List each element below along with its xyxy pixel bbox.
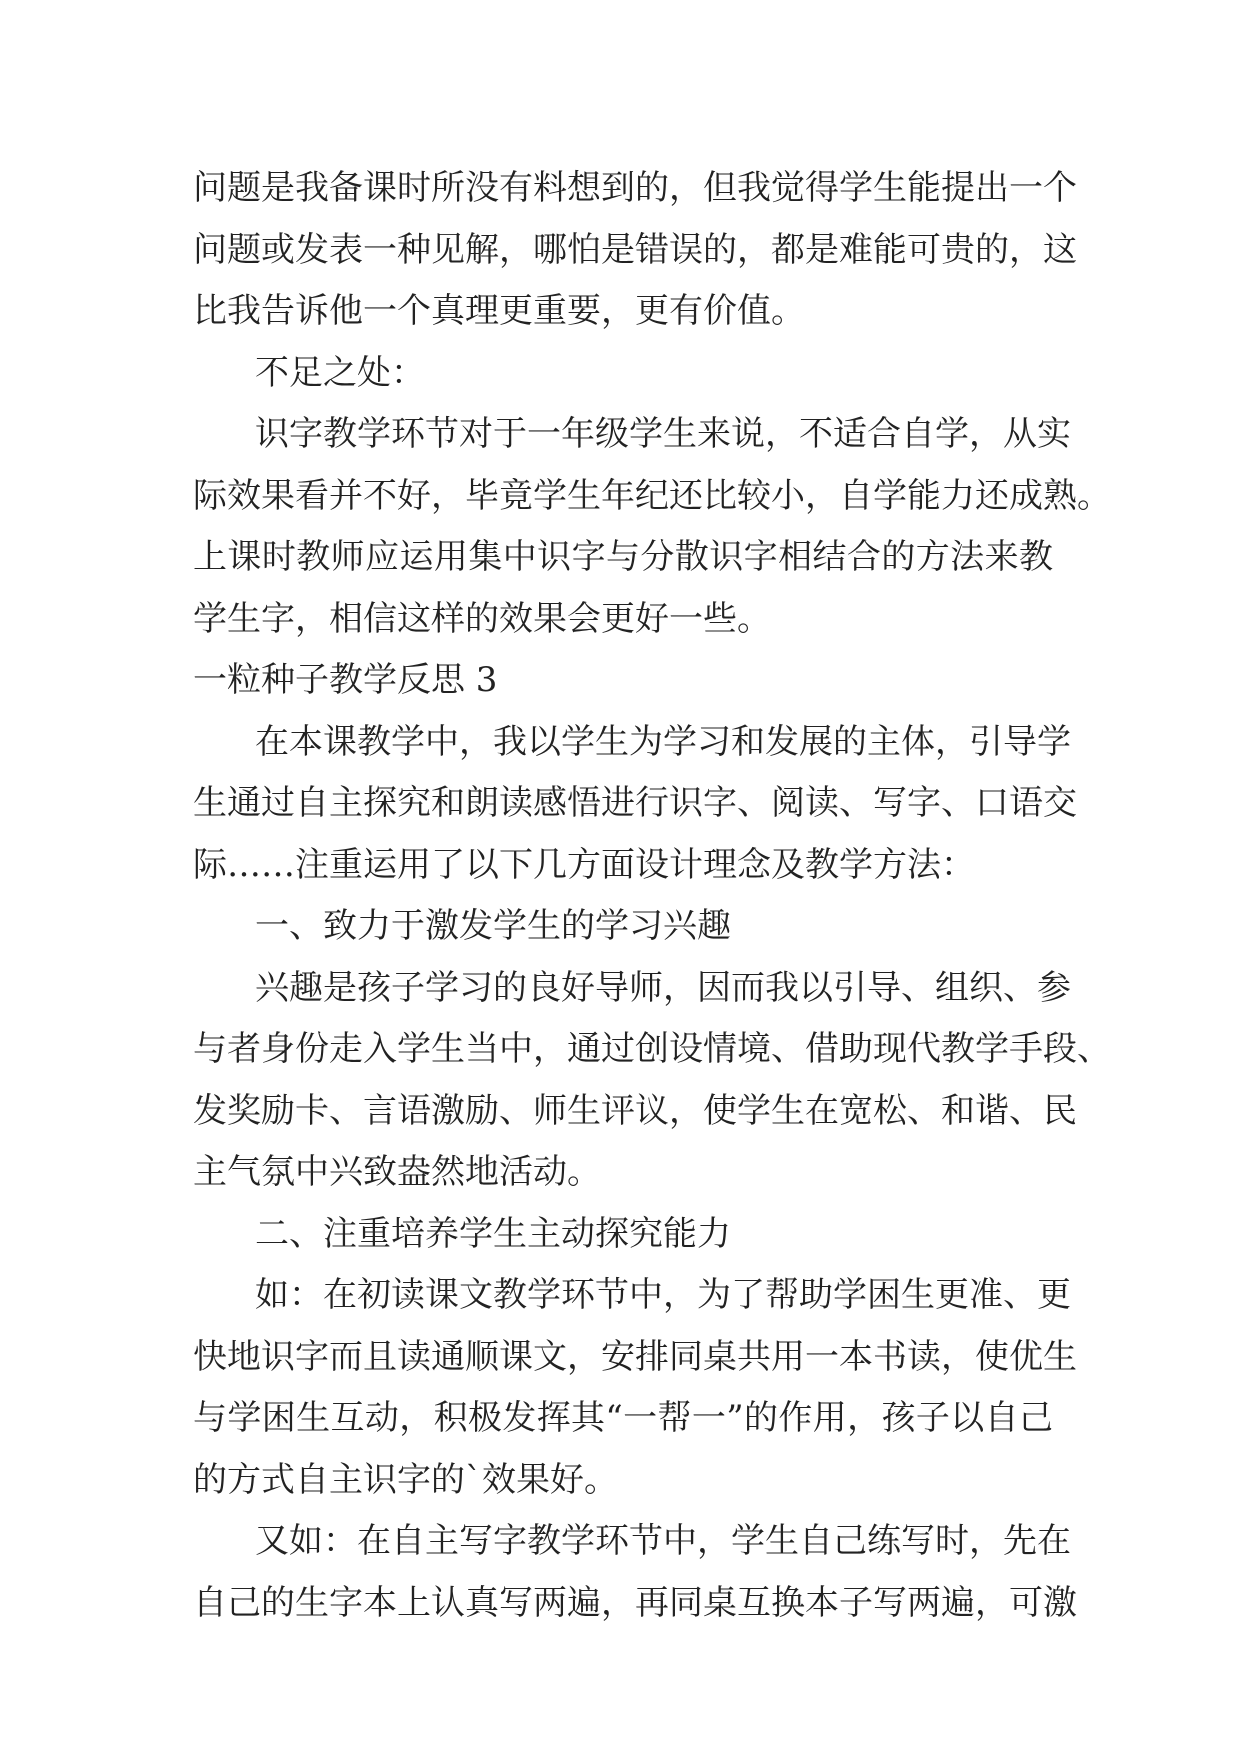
text-line: 问题是我备课时所没有料想到的，但我觉得学生能提出一个 [193, 168, 1077, 208]
subsection-heading: 一、致力于激发学生的学习兴趣 [255, 906, 731, 946]
text-line: 际……注重运用了以下几方面设计理念及教学方法： [193, 844, 975, 885]
text-line: 与学困生互动，积极发挥其“一帮一”的作用，孩子以自己 [193, 1398, 1053, 1438]
section-heading: 一粒种子教学反思 3 [193, 660, 498, 700]
text-line: 与者身份走入学生当中，通过创设情境、借助现代教学手段、 [193, 1029, 1111, 1069]
text-line: 如：在初读课文教学环节中，为了帮助学困生更准、更 [255, 1275, 1071, 1315]
text-line: 又如：在自主写字教学环节中，学生自己练写时，先在 [255, 1521, 1071, 1561]
section-label: 不足之处： [255, 352, 425, 393]
text-line: 自己的生字本上认真写两遍，再同桌互换本子写两遍，可激 [193, 1582, 1077, 1623]
text-line: 发奖励卡、言语激励、师生评议，使学生在宽松、和谐、民 [193, 1090, 1077, 1131]
text-line: 学生字，相信这样的效果会更好一些。 [193, 598, 771, 639]
text-line: 快地识字而且读通顺课文，安排同桌共用一本书读，使优生 [193, 1336, 1077, 1377]
text-line: 上课时教师应运用集中识字与分散识字相结合的方法来教 [193, 537, 1053, 577]
document-body [193, 158, 1111, 1634]
text-line: 兴趣是孩子学习的良好导师，因而我以引导、组织、参 [255, 967, 1071, 1008]
text-line: 的方式自主识字的`效果好。 [193, 1459, 618, 1500]
text-line: 在本课教学中，我以学生为学习和发展的主体，引导学 [255, 721, 1071, 762]
text-line: 际效果看并不好，毕竟学生年纪还比较小，自学能力还成熟。 [193, 475, 1111, 516]
text-line: 主气氛中兴致盎然地活动。 [193, 1152, 601, 1192]
text-line: 生通过自主探究和朗读感悟进行识字、阅读、写字、口语交 [193, 783, 1077, 823]
text-line: 比我告诉他一个真理更重要，更有价值。 [193, 291, 805, 331]
text-line: 识字教学环节对于一年级学生来说，不适合自学，从实 [255, 414, 1071, 454]
subsection-heading: 二、注重培养学生主动探究能力 [255, 1213, 731, 1254]
text-line: 问题或发表一种见解，哪怕是错误的，都是难能可贵的，这 [193, 229, 1077, 270]
